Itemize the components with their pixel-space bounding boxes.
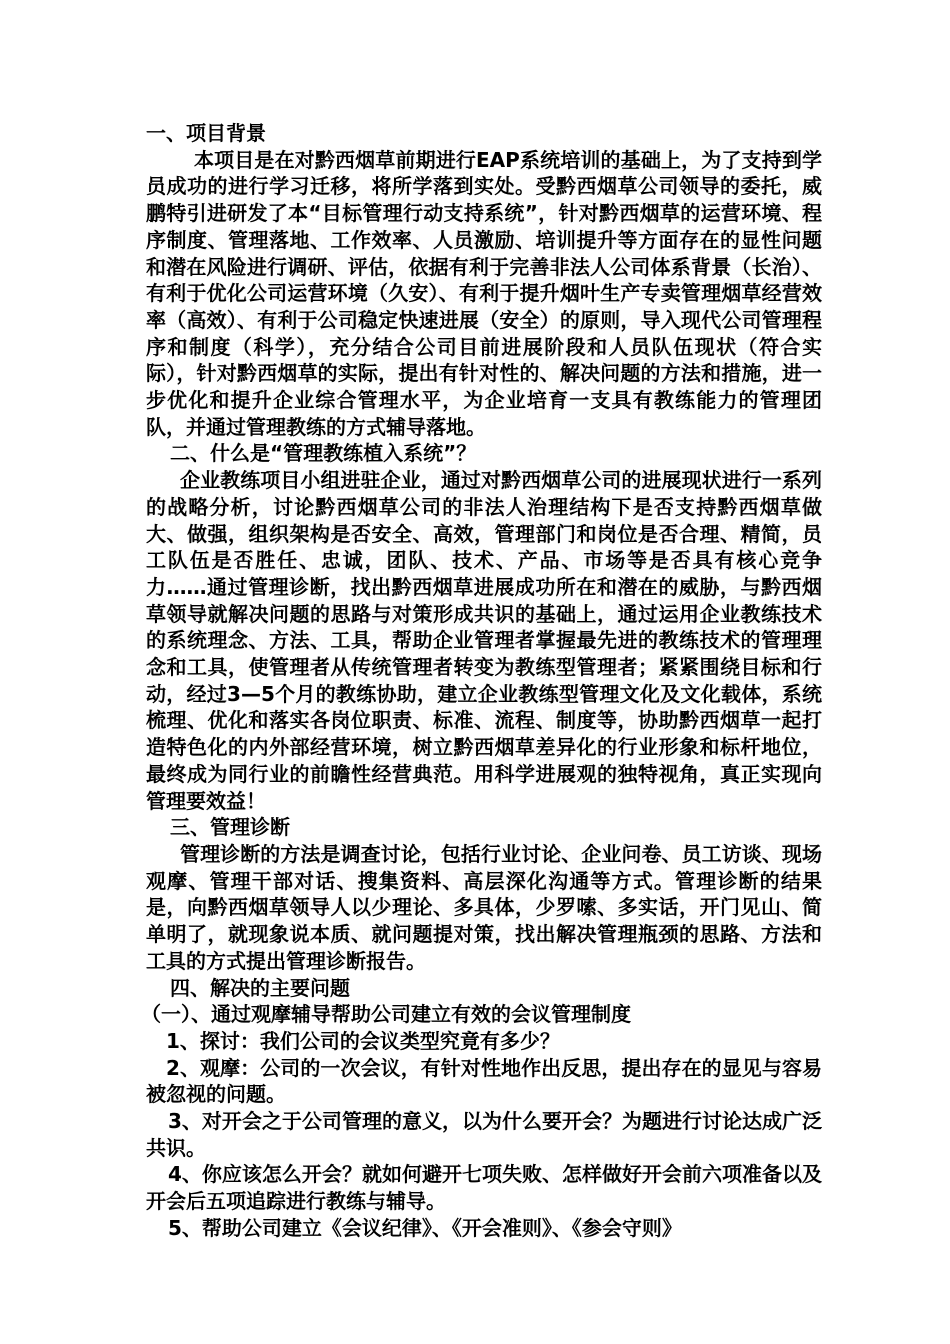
section-title-background: 一、项目背景	[146, 121, 266, 145]
list-item: 4、你应该怎么开会？就如何避开七项失败、怎样做好开会前六项准备以及开会后五项追踪进行教练与辅导。	[146, 1162, 822, 1214]
section-title-diagnosis: 三、管理诊断	[170, 815, 290, 840]
section-body-diagnosis: 管理诊断的方法是调查讨论，包括行业讨论、企业问卷、员工访谈、现场观摩、管理干部对话、搜集资料、高层深化沟通等方式。管理诊断的结果是，向黔西烟草领导人以少理论、多具体，少罗嗦、多实话，开门见山、简单明了，就现象说本质、就问题提对策，找出解决管理瓶颈的思路、方法和工具的方式提出管理诊断报告。	[146, 841, 822, 973]
section-title-coaching-system: 二、什么是“管理教练植入系统”？	[170, 441, 477, 466]
section-title-main-problems: 四、解决的主要问题	[170, 975, 350, 1000]
section-body-coaching-system: 企业教练项目小组进驻企业，通过对黔西烟草公司的进展现状进行一系列的战略分析，讨论黔西烟草公司的非法人治理结构下是否支持黔西烟草做大、做强，组织架构是否安全、高效，管理部门和岗位是否合理、精简，员工队伍是否胜任、忠诚，团队、技术、产品、市场等是否具有核心竞争力……通过管理诊断，找出黔西烟草进展成功所在和潜在的威胁，与黔西烟草领导就解决问题的思路与对策形成共识的基础上，通过运用企业教练技术的系统理念、方法、工具，帮助企业管理者掌握最先进的教练技术的管理理念和工具，使管理者从传统管理者转变为教练型管理者；紧紧围绕目标和行动，经过3—5个月的教练协助，建立企业教练型管理文化及文化载体，系统梳理、优化和落实各岗位职责、标准、流程、制度等，协助黔西烟草一起打造特色化的内外部经营环境，树立黔西烟草差异化的行业形象和标杆地位，最终成为同行业的前瞻性经营典范。用科学进展观的独特视角，真正实现向管理要效益！	[146, 468, 822, 813]
list-item: 2、观摩：公司的一次会议，有针对性地作出反思，提出存在的显见与容易被忽视的问题。	[146, 1055, 822, 1107]
list-item: 3、对开会之于公司管理的意义，以为什么要开会？为题进行讨论达成广泛共识。	[146, 1109, 822, 1160]
section-body-background: 本项目是在对黔西烟草前期进行EAP系统培训的基础上，为了支持到学员成功的进行学习迁移，将所学落到实处。受黔西烟草公司领导的委托，威鹏特引进研发了本“目标管理行动支持系统”，针对黔西烟草的运营环境、程序制度、管理落地、工作效率、人员激励、培训提升等方面存在的显性问题和潜在风险进行调研、评估，依据有利于完善非法人公司体系背景（长治）、有利于优化公司运营环境（久安）、有利于提升烟叶生产专卖管理烟草经营效率（高效）、有利于公司稳定快速进展（安全）的原则，导入现代公司管理程序和制度（科学），充分结合公司目前进展阶段和人员队伍现状（符合实际），针对黔西烟草的实际，提出有针对性的、解决问题的方法和措施，进一步优化和提升企业综合管理水平，为企业培育一支具有教练能力的管理团队，并通过管理教练的方式辅导落地。	[146, 147, 822, 439]
list-item: 1、探讨：我们公司的会议类型究竟有多少？	[166, 1028, 560, 1053]
list-item: 5、帮助公司建立《会议纪律》、《开会准则》、《参会守则》	[168, 1215, 682, 1240]
subsection-title-meeting-management: （一）、通过观摩辅导帮助公司建立有效的会议管理制度	[141, 1002, 631, 1027]
document-body	[141, 120, 822, 1242]
